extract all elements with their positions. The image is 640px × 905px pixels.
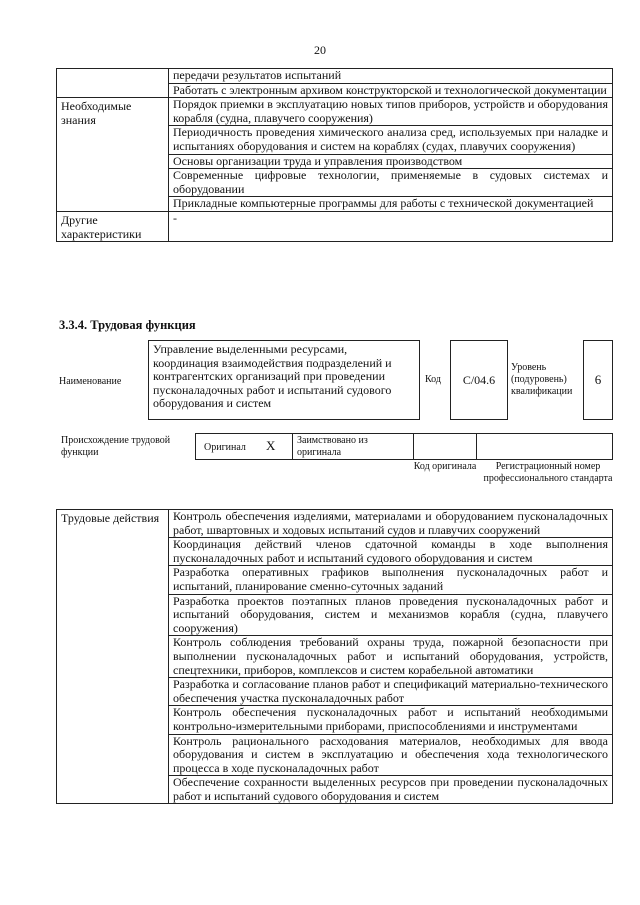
labor-actions-table: [56, 509, 613, 804]
row-text: Периодичность проведения химического анализа сред, используемых при наладке и испытаниях оборудования и систем на кораблях (судах, плавучих сооружения): [169, 126, 613, 154]
reg-number-caption: Регистрационный номер профессионального стандарта: [483, 461, 613, 484]
code-label: Код: [425, 374, 441, 385]
reg-number-cell: [476, 433, 613, 460]
skills-knowledge-table: [56, 68, 613, 242]
row-text: Порядок приемки в эксплуатацию новых типов приборов, устройств и оборудования корабля (судна, плавучего сооружения): [169, 98, 613, 126]
table-row: [57, 69, 613, 84]
table-row: [57, 211, 613, 241]
table-row: [57, 98, 613, 126]
level-label: Уровень (подуровень) квалификации: [511, 362, 573, 397]
row-text: Работать с электронным архивом конструкторской и технологической документации: [169, 83, 613, 98]
code-original-cell: [413, 433, 477, 460]
borrowed-cell: [292, 433, 414, 460]
row-text: Современные цифровые технологии, применяемые в судовых системах и оборудовании: [169, 169, 613, 197]
row-text: Прикладные компьютерные программы для работы с технической документацией: [169, 197, 613, 212]
origin-label: Происхождение трудовой функции: [61, 435, 171, 458]
row-label-other: Другие характеристики: [57, 211, 169, 241]
name-label: Наименование: [59, 376, 122, 387]
page-number: 20: [314, 43, 326, 57]
function-code-box: C/04.6: [450, 340, 508, 420]
section-heading: 3.3.4. Трудовая функция: [59, 318, 196, 332]
row-text: -: [169, 211, 613, 241]
action-text: Разработка проектов поэтапных планов проведения пусконаладочных работ и испытаний оборудования, систем и механизмов корабля (судна, плавучего сооружения): [169, 594, 613, 636]
original-mark: X: [266, 438, 276, 453]
original-cell: [195, 433, 293, 460]
row-label-knowledge: Необходимые знания: [57, 98, 169, 212]
actions-label: Трудовые действия: [57, 510, 169, 804]
action-text: Контроль рационального расходования материалов, необходимых для ввода оборудования и систем в эксплуатацию и обеспечения хода технологического процесса в ходе пусконаладочных работ: [169, 734, 613, 776]
action-text: Контроль соблюдения требований охраны труда, пожарной безопасности при выполнении пусконаладочных работ и испытаний оборудования, устройств, спецтехники, приборов, комплексов и систем корабельной автоматики: [169, 636, 613, 678]
row-text: передачи результатов испытаний: [169, 69, 613, 84]
action-text: Контроль обеспечения изделиями, материалами и оборудованием пусконаладочных работ, швартовных и ходовых испытаний судов и плавучих сооружений: [169, 510, 613, 538]
level-box: 6: [583, 340, 613, 420]
original-label: Оригинал: [204, 442, 246, 453]
row-label: [57, 69, 169, 98]
row-text: Основы организации труда и управления производством: [169, 154, 613, 169]
action-text: Обеспечение сохранности выделенных ресурсов при проведении пусконаладочных работ и испытаний судового оборудования и систем: [169, 776, 613, 804]
action-text: Разработка и согласование планов работ и спецификаций материально-технического обеспечения участка пусконаладочных работ: [169, 678, 613, 706]
action-text: Контроль обеспечения пусконаладочных работ и испытаний необходимыми контрольно-измерительными приборами, приспособлениями и инструментами: [169, 706, 613, 734]
table-row: [57, 510, 613, 538]
code-original-caption: Код оригинала: [413, 461, 477, 472]
action-text: Разработка оперативных графиков выполнения пусконаладочных работ и испытаний, планирование сменно-суточных заданий: [169, 566, 613, 594]
function-name-box: Управление выделенными ресурсами, координация взаимодействия подразделений и контрагентских организаций при проведении пусконаладочных работ и испытаний судового оборудования и систем: [148, 340, 420, 420]
action-text: Координация действий членов сдаточной команды в ходе выполнения пусконаладочных работ и испытаний судового оборудования и систем: [169, 538, 613, 566]
borrowed-label: Заимствовано из оригинала: [297, 435, 368, 458]
